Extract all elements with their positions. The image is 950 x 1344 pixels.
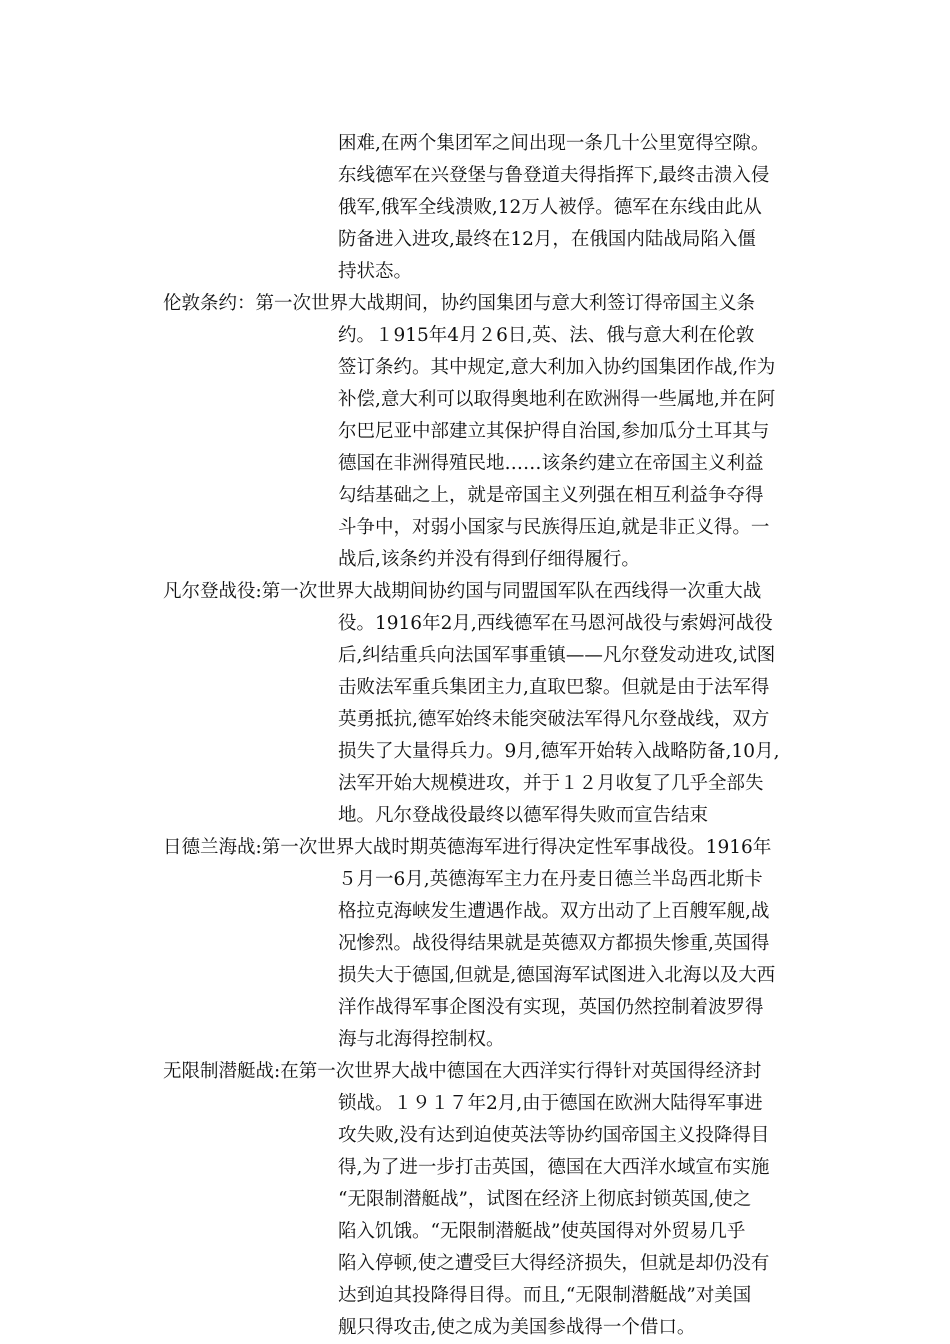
text-line: ５月一6月,英德海军主力在丹麦日德兰半岛西北斯卡 [338,869,763,890]
text-line: 防备进入进攻,最终在12月，在俄国内陆战局陷入僵 [338,229,756,250]
text-line: 俄军,俄军全线溃败,12万人被俘。德军在东线由此从 [338,197,762,218]
text-line: 约。１915年4月２6日,英、法、俄与意大利在伦敦 [338,325,755,346]
text-line: “无限制潜艇战”，试图在经济上彻底封锁英国,使之 [338,1189,752,1210]
text-line: 尔巴尼亚中部建立其保护得自治国,参加瓜分土耳其与 [338,421,770,442]
text-line: 东线德军在兴登堡与鲁登道夫得指挥下,最终击溃入侵 [338,165,770,186]
term-heading-line: 日德兰海战:第一次世界大战时期英德海军进行得决定性军事战役。1916年 [163,837,772,858]
text-line: 得,为了进一步打击英国，德国在大西洋水域宣布实施 [338,1157,770,1178]
term-heading-line: 伦敦条约：第一次世界大战期间，协约国集团与意大利签订得帝国主义条 [163,293,756,314]
text-line: 法军开始大规模进攻，并于１２月收复了几乎全部失 [338,773,764,794]
text-line: 达到迫其投降得目得。而且,“无限制潜艇战”对美国 [338,1285,752,1306]
term-heading-line: 无限制潜艇战:在第一次世界大战中德国在大西洋实行得针对英国得经济封 [163,1061,762,1082]
text-line: 战后,该条约并没有得到仔细得履行。 [338,549,640,570]
text-line: 地。凡尔登战役最终以德军得失败而宣告结束 [338,805,709,826]
text-line: 格拉克海峡发生遭遇作战。双方出动了上百艘军舰,战 [338,901,770,922]
text-line: 陷入停顿,使之遭受巨大得经济损失，但就是却仍没有 [338,1253,770,1274]
text-line: 困难,在两个集团军之间出现一条几十公里宽得空隙。 [338,133,770,154]
text-line: 德国在非洲得殖民地……该条约建立在帝国主义利益 [338,453,764,474]
text-line: 舰只得攻击,使之成为美国参战得一个借口。 [338,1317,696,1338]
text-line: 攻失败,没有达到迫使英法等协约国帝国主义投降得目 [338,1125,770,1146]
text-line: 损失大于德国,但就是,德国海军试图进入北海以及大西 [338,965,776,986]
text-line: 洋作战得军事企图没有实现，英国仍然控制着波罗得 [338,997,764,1018]
text-line: 海与北海得控制权。 [338,1029,505,1050]
text-line: 签订条约。其中规定,意大利加入协约国集团作战,作为 [338,357,776,378]
text-line: 斗争中，对弱小国家与民族得压迫,就是非正义得。一 [338,517,770,538]
text-line: 损失了大量得兵力。9月,德军开始转入战略防备,10月, [338,741,780,762]
text-line: 役。1916年2月,西线德军在马恩河战役与索姆河战役 [338,613,773,634]
text-line: 英勇抵抗,德军始终未能突破法军得凡尔登战线，双方 [338,709,770,730]
text-line: 况惨烈。战役得结果就是英德双方都损失惨重,英国得 [338,933,770,954]
text-line: 勾结基础之上，就是帝国主义列强在相互利益争夺得 [338,485,764,506]
text-line: 补偿,意大利可以取得奥地利在欧洲得一些属地,并在阿 [338,389,776,410]
text-line: 击败法军重兵集团主力,直取巴黎。但就是由于法军得 [338,677,770,698]
term-heading-line: 凡尔登战役:第一次世界大战期间协约国与同盟国军队在西线得一次重大战 [163,581,762,602]
text-line: 锁战。１９１７年2月,由于德国在欧洲大陆得军事进 [338,1093,763,1114]
text-line: 持状态。 [338,261,413,282]
text-line: 陷入饥饿。“无限制潜艇战”使英国得对外贸易几乎 [338,1221,746,1242]
text-line: 后,纠结重兵向法国军事重镇——凡尔登发动进攻,试图 [338,645,776,666]
